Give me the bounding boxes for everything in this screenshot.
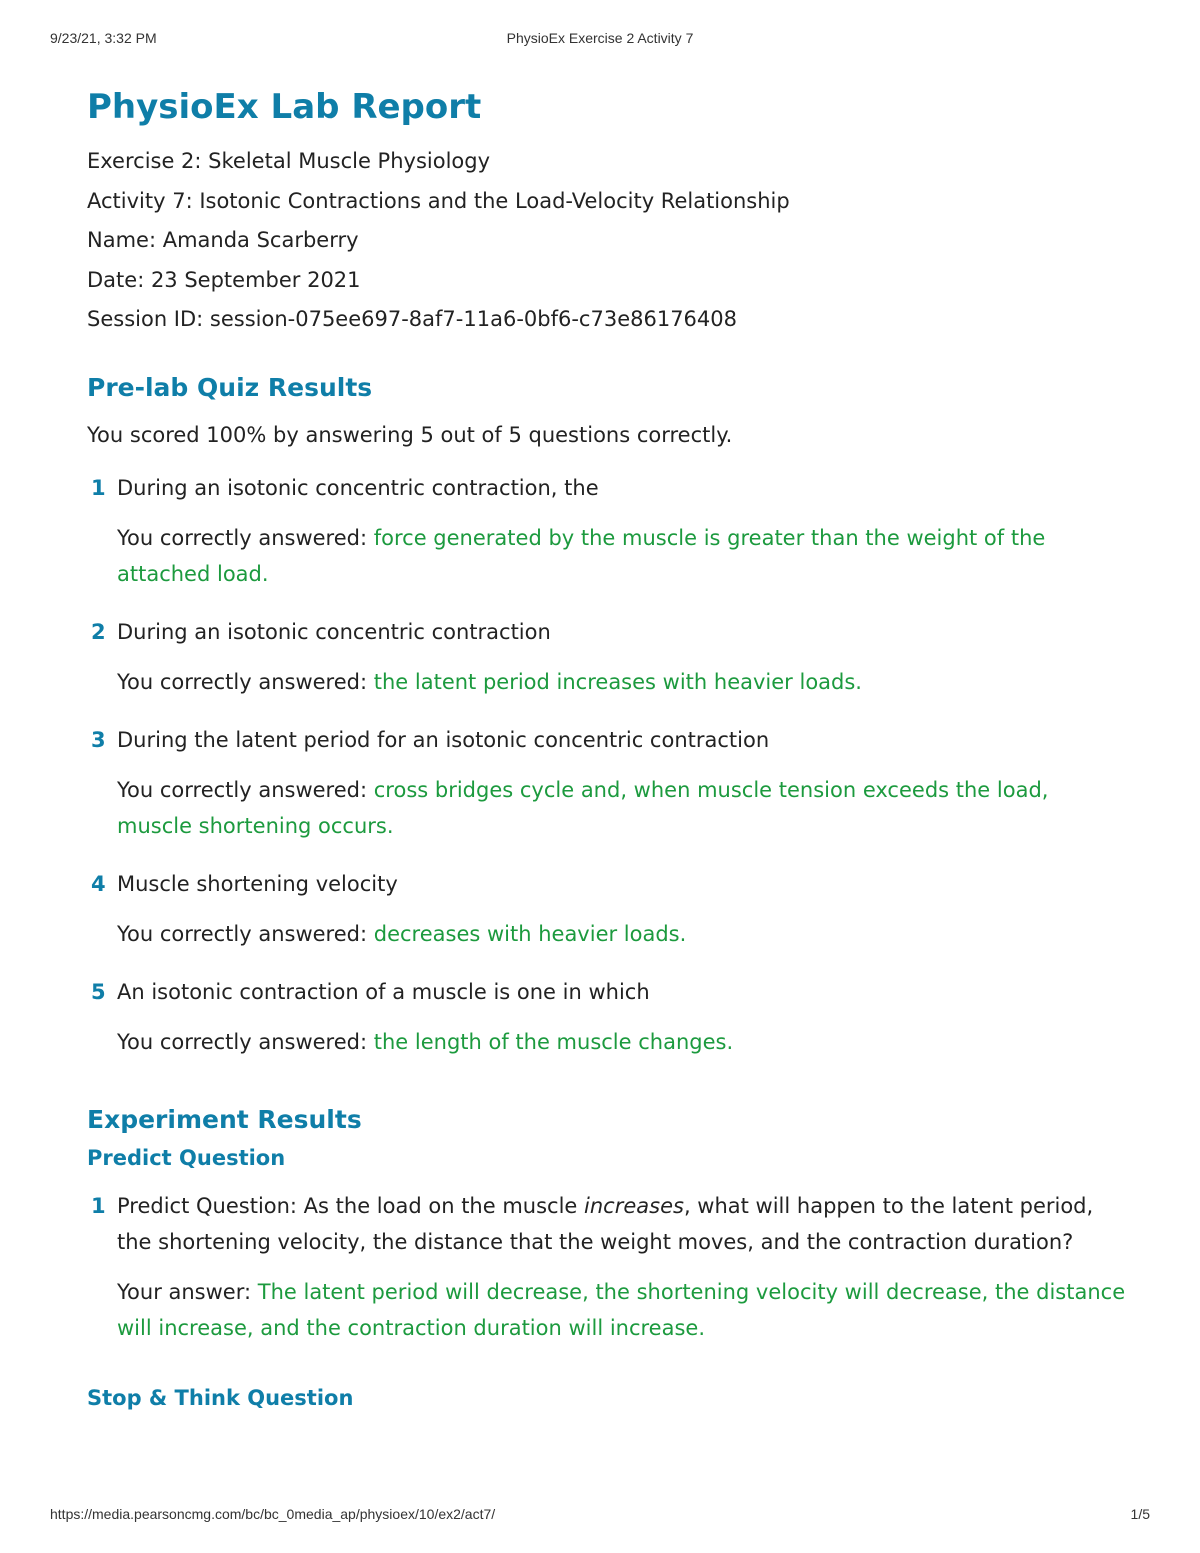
question-number: 4: [91, 871, 106, 896]
print-header: [50, 30, 1150, 50]
question-answer: [117, 1024, 1127, 1060]
answer-prefix: You correctly answered:: [117, 1029, 368, 1054]
answer-prefix: You correctly answered:: [117, 921, 368, 946]
session-line: Session ID: session-075ee697-8af7-11a6-0bf6-c73e86176408: [87, 307, 737, 332]
report-content: [87, 82, 1127, 1412]
answer-prefix: You correctly answered:: [117, 525, 368, 550]
answer-prefix: Your answer:: [117, 1279, 252, 1304]
question-text: During an isotonic concentric contraction, the: [117, 475, 599, 500]
activity-line: Activity 7: Isotonic Contractions and the Load-Velocity Relationship: [87, 188, 790, 213]
answer-value: decreases with heavier loads.: [373, 921, 687, 946]
predict-heading: Predict Question: [87, 1145, 286, 1170]
predict-question: [87, 1188, 1127, 1346]
question-text: Muscle shortening velocity: [117, 871, 398, 896]
report-meta: [87, 142, 1127, 340]
answer-value: The latent period will decrease, the shortening velocity will decrease, the distance will increase, and the contraction duration will increase.: [117, 1279, 1126, 1340]
quiz-question: [87, 470, 1127, 592]
answer-value: cross bridges cycle and, when muscle tension exceeds the load, muscle shortening occurs.: [117, 777, 1049, 838]
question-answer: [117, 520, 1127, 592]
answer-value: the latent period increases with heavier loads.: [373, 669, 862, 694]
print-footer: [50, 1506, 1150, 1526]
question-answer: [117, 772, 1127, 844]
quiz-question: [87, 974, 1127, 1060]
question-text: During the latent period for an isotonic concentric contraction: [117, 727, 770, 752]
name-line: Name: Amanda Scarberry: [87, 228, 359, 253]
answer-value: force generated by the muscle is greater than the weight of the attached load.: [117, 525, 1046, 586]
print-url: https://media.pearsoncmg.com/bc/bc_0media_ap/physioex/10/ex2/act7/: [50, 1506, 496, 1522]
predict-text-emphasis: increases: [584, 1193, 684, 1218]
question-number: 1: [91, 1193, 106, 1218]
question-number: 1: [91, 475, 106, 500]
question-number: 2: [91, 619, 106, 644]
question-answer: [117, 664, 1127, 700]
prelab-heading: Pre-lab Quiz Results: [87, 372, 373, 402]
quiz-question: [87, 722, 1127, 844]
quiz-question: [87, 866, 1127, 952]
print-page-title: PhysioEx Exercise 2 Activity 7: [506, 30, 694, 46]
experiment-heading: Experiment Results: [87, 1104, 362, 1134]
exercise-line: Exercise 2: Skeletal Muscle Physiology: [87, 149, 491, 173]
question-answer: [117, 1274, 1127, 1346]
report-title: PhysioEx Lab Report: [87, 87, 482, 127]
print-datetime: 9/23/21, 3:32 PM: [50, 30, 157, 46]
quiz-question: [87, 614, 1127, 700]
question-number: 3: [91, 727, 106, 752]
answer-prefix: You correctly answered:: [117, 777, 368, 802]
page-number: 1/5: [1130, 1506, 1150, 1522]
prelab-score: You scored 100% by answering 5 out of 5 questions correctly.: [87, 422, 733, 447]
answer-prefix: You correctly answered:: [117, 669, 368, 694]
date-line: Date: 23 September 2021: [87, 267, 361, 292]
predict-text-before: Predict Question: As the load on the muscle: [117, 1193, 585, 1218]
predict-text-after: , what will happen to the latent period, the shortening velocity, the distance that the weight moves, and the contraction duration?: [117, 1193, 1094, 1254]
stop-think-heading: Stop & Think Question: [87, 1385, 354, 1410]
question-text: During an isotonic concentric contraction: [117, 619, 551, 644]
answer-value: the length of the muscle changes.: [373, 1029, 734, 1054]
question-number: 5: [91, 979, 106, 1004]
question-text: [117, 1188, 1127, 1260]
question-text: An isotonic contraction of a muscle is one in which: [117, 979, 650, 1004]
question-answer: [117, 916, 1127, 952]
